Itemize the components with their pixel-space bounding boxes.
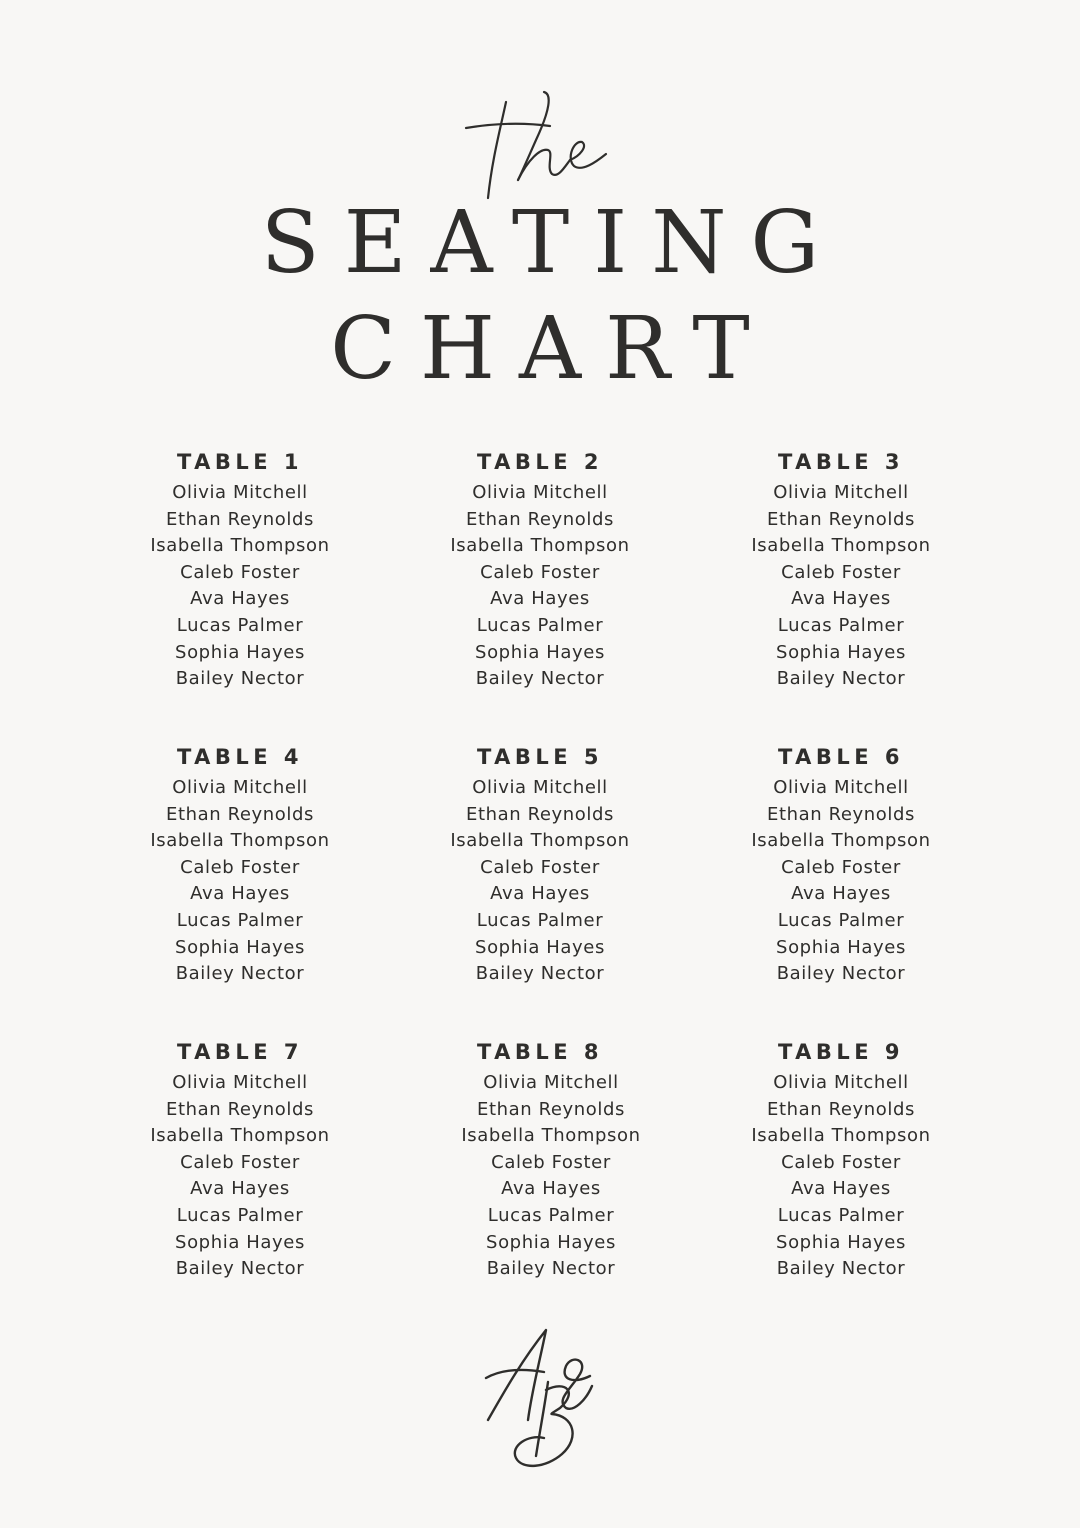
guest-name: Ava Hayes: [501, 1178, 601, 1200]
guest-name: Caleb Foster: [180, 856, 300, 878]
title-chart: CHART: [330, 299, 774, 399]
guest-name: Bailey Nector: [776, 963, 906, 985]
table-card-9: [691, 1034, 991, 1283]
guest-name: Caleb Foster: [491, 1151, 611, 1173]
guest-name: Caleb Foster: [480, 561, 600, 583]
guest-name: Olivia Mitchell: [472, 777, 608, 798]
guest-name: Sophia Hayes: [175, 1231, 305, 1253]
guest-name: Bailey Nector: [175, 1258, 305, 1280]
guest-name: Ethan Reynolds: [766, 508, 916, 530]
table-card-8: [390, 1034, 690, 1283]
guest-list: [691, 775, 991, 988]
guest-name: Ethan Reynolds: [476, 1098, 626, 1120]
guest-list: [390, 480, 690, 693]
guest-name: Sophia Hayes: [475, 641, 605, 663]
guest-name: Olivia Mitchell: [773, 482, 909, 503]
table-heading: TABLE 4: [176, 745, 304, 769]
table-card-3: [691, 444, 991, 693]
guest-name: Ava Hayes: [791, 588, 891, 610]
guest-name: Olivia Mitchell: [773, 1072, 909, 1093]
guest-name: Bailey Nector: [776, 668, 906, 690]
guest-name: Ethan Reynolds: [465, 803, 615, 825]
guest-name: Isabella Thompson: [150, 830, 330, 852]
table-card-7: [90, 1034, 390, 1283]
guest-name: Ava Hayes: [791, 883, 891, 905]
guest-name: Ethan Reynolds: [165, 508, 315, 530]
guest-name: Lucas Palmer: [777, 1204, 905, 1226]
guest-name: Olivia Mitchell: [483, 1072, 619, 1093]
guest-name: Sophia Hayes: [475, 936, 605, 958]
guest-list: [90, 480, 390, 693]
guest-name: Lucas Palmer: [476, 614, 604, 636]
title-seating: SEATING: [260, 193, 844, 293]
guest-name: Sophia Hayes: [175, 641, 305, 663]
guest-list: [412, 1070, 690, 1283]
guest-name: Isabella Thompson: [150, 535, 330, 557]
guest-name: Sophia Hayes: [776, 1231, 906, 1253]
guest-name: Isabella Thompson: [751, 830, 931, 852]
guest-list: [90, 1070, 390, 1283]
guest-name: Ethan Reynolds: [465, 508, 615, 530]
guest-name: Bailey Nector: [475, 963, 605, 985]
guest-name: Isabella Thompson: [450, 830, 630, 852]
table-card-2: [390, 444, 690, 693]
guest-name: Ava Hayes: [490, 883, 590, 905]
guest-name: Caleb Foster: [781, 561, 901, 583]
guest-name: Isabella Thompson: [450, 535, 630, 557]
guest-name: Ethan Reynolds: [766, 1098, 916, 1120]
table-heading: TABLE 5: [476, 745, 604, 769]
guest-name: Lucas Palmer: [777, 614, 905, 636]
guest-name: Olivia Mitchell: [172, 1072, 308, 1093]
guest-name: Caleb Foster: [781, 1151, 901, 1173]
guest-name: Isabella Thompson: [150, 1125, 330, 1147]
guest-name: Ethan Reynolds: [165, 1098, 315, 1120]
guest-name: Caleb Foster: [180, 1151, 300, 1173]
guest-name: Ethan Reynolds: [766, 803, 916, 825]
table-heading: TABLE 9: [777, 1040, 905, 1064]
guest-name: Lucas Palmer: [487, 1204, 615, 1226]
guest-name: Olivia Mitchell: [172, 777, 308, 798]
guest-name: Caleb Foster: [781, 856, 901, 878]
guest-name: Bailey Nector: [475, 668, 605, 690]
guest-name: Sophia Hayes: [776, 936, 906, 958]
table-card-6: [691, 739, 991, 988]
guest-name: Isabella Thompson: [751, 1125, 931, 1147]
guest-name: Bailey Nector: [175, 668, 305, 690]
guest-name: Bailey Nector: [776, 1258, 906, 1280]
guest-name: Lucas Palmer: [176, 614, 304, 636]
guest-list: [90, 775, 390, 988]
guest-name: Olivia Mitchell: [472, 482, 608, 503]
guest-name: Sophia Hayes: [486, 1231, 616, 1253]
guest-name: Olivia Mitchell: [172, 482, 308, 503]
table-heading: TABLE 2: [476, 450, 604, 474]
guest-name: Sophia Hayes: [776, 641, 906, 663]
guest-name: Caleb Foster: [180, 561, 300, 583]
guest-name: Ava Hayes: [490, 588, 590, 610]
guest-list: [691, 480, 991, 693]
table-card-1: [90, 444, 390, 693]
table-card-4: [90, 739, 390, 988]
guest-name: Isabella Thompson: [461, 1125, 641, 1147]
guest-name: Lucas Palmer: [777, 909, 905, 931]
guest-list: [691, 1070, 991, 1283]
table-heading: TABLE 1: [176, 450, 304, 474]
guest-name: Bailey Nector: [486, 1258, 616, 1280]
script-the-lettering: [440, 80, 640, 210]
guest-name: Isabella Thompson: [751, 535, 931, 557]
guest-name: Ava Hayes: [190, 588, 290, 610]
guest-name: Ava Hayes: [190, 883, 290, 905]
table-heading: TABLE 3: [777, 450, 905, 474]
table-heading: TABLE 7: [176, 1040, 304, 1064]
guest-name: Bailey Nector: [175, 963, 305, 985]
guest-list: [390, 775, 690, 988]
guest-name: Olivia Mitchell: [773, 777, 909, 798]
table-heading: TABLE 8: [476, 1040, 604, 1064]
table-card-5: [390, 739, 690, 988]
guest-name: Ethan Reynolds: [165, 803, 315, 825]
guest-name: Ava Hayes: [791, 1178, 891, 1200]
guest-name: Ava Hayes: [190, 1178, 290, 1200]
guest-name: Caleb Foster: [480, 856, 600, 878]
guest-name: Sophia Hayes: [175, 936, 305, 958]
guest-name: Lucas Palmer: [476, 909, 604, 931]
guest-name: Lucas Palmer: [176, 909, 304, 931]
table-heading: TABLE 6: [777, 745, 905, 769]
monogram-icon: [470, 1320, 610, 1480]
guest-name: Lucas Palmer: [176, 1204, 304, 1226]
